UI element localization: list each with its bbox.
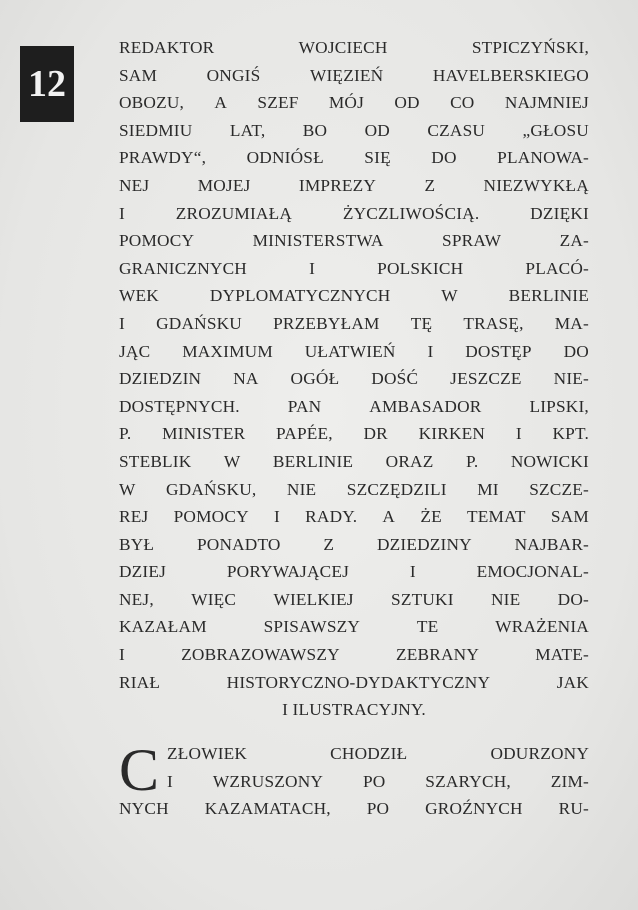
page-number: 12 <box>28 63 66 105</box>
paragraph-intro <box>119 34 589 724</box>
word: I <box>167 771 173 791</box>
word: OGÓŁ <box>290 369 340 389</box>
word: P. <box>119 424 132 444</box>
text-line <box>119 531 589 559</box>
word: I <box>119 313 125 333</box>
text-line <box>119 255 589 283</box>
word: SIEDMIU <box>119 120 193 140</box>
text-line <box>119 117 589 145</box>
word: I <box>273 507 280 527</box>
word: DZIEJ <box>119 562 167 582</box>
word: WIELKIEJ <box>273 589 354 609</box>
word: WRAŻENIA <box>495 617 589 637</box>
word: BERLINIE <box>508 286 589 306</box>
word: SPRAW <box>442 231 502 251</box>
word: BERLINIE <box>272 451 354 471</box>
word: DOŚĆ <box>371 369 419 389</box>
word: ZROZUMIAŁĄ <box>175 203 293 223</box>
word: MI <box>477 479 499 499</box>
text-line <box>119 282 589 310</box>
word: DO <box>563 341 589 361</box>
text-line <box>119 558 589 586</box>
word: DO <box>431 148 457 168</box>
word: GRANICZNYCH <box>119 258 247 278</box>
word: „GŁOSU <box>522 120 589 140</box>
word: SAM <box>119 65 158 85</box>
word: JAK <box>556 672 589 692</box>
word: GDAŃSKU <box>156 313 242 333</box>
word: PAN <box>287 396 322 416</box>
word: WIĘC <box>191 589 237 609</box>
word: REDAKTOR <box>119 38 215 57</box>
word: PRAWDY“, <box>119 148 207 168</box>
word: ODURZONY <box>490 744 589 763</box>
word: POMOCY <box>173 507 249 527</box>
word: LAT, <box>229 120 266 140</box>
word: DZIĘKI <box>530 203 589 223</box>
word: CZASU <box>427 120 486 140</box>
word: W <box>223 451 241 471</box>
word: KIRKEN <box>418 424 486 444</box>
word: NAJBAR- <box>514 534 589 554</box>
word: JESZCZE <box>450 369 522 389</box>
word: PONADTO <box>196 534 281 554</box>
word: NAJMNIEJ <box>504 93 589 113</box>
word: KAZAMATACH, <box>204 799 331 819</box>
word: RIAŁ <box>119 672 161 692</box>
word: GROŹNYCH <box>425 799 523 819</box>
word: NYCH <box>119 799 169 819</box>
text-line <box>119 144 589 172</box>
word: PAPÉE, <box>276 424 333 444</box>
word: RU- <box>558 799 589 819</box>
text-line <box>119 338 589 366</box>
word: PO <box>366 799 390 819</box>
paragraph-end-text: I ILUSTRACYJNY. <box>282 700 426 720</box>
word: MÓJ <box>328 93 365 113</box>
word: NEJ <box>119 175 150 195</box>
word: A <box>382 507 396 527</box>
word: BO <box>302 120 328 140</box>
text-line <box>119 62 589 90</box>
text-line-last <box>119 696 589 724</box>
word: DOSTĘPNYCH. <box>119 396 240 416</box>
word: WEK <box>119 286 159 306</box>
word: ZEBRANY <box>396 645 480 665</box>
word: POMOCY <box>119 231 195 251</box>
word: DYPLOMATYCZNYCH <box>209 286 391 306</box>
word: PLANOWA- <box>497 148 589 168</box>
text-line <box>119 420 589 448</box>
word: REJ <box>119 507 149 527</box>
word: AMBASADOR <box>369 396 482 416</box>
word: DZIEDZIN <box>119 369 202 389</box>
paragraph-chapter-start <box>119 737 589 823</box>
word: SZTUKI <box>391 589 454 609</box>
word: ŻE <box>420 507 442 527</box>
text-line <box>119 200 589 228</box>
word: EMOCJONAL- <box>476 562 589 582</box>
text-line <box>119 641 589 669</box>
word: P. <box>465 451 479 471</box>
text-line <box>119 172 589 200</box>
word: SIĘ <box>364 148 391 168</box>
word: NOWICKI <box>510 451 589 471</box>
word: NEJ, <box>119 589 154 609</box>
word: LIPSKI, <box>529 396 589 416</box>
word: SZARYCH, <box>425 771 511 791</box>
text-line <box>119 669 589 697</box>
word: UŁATWIEŃ <box>304 341 396 361</box>
text-line <box>119 476 589 504</box>
word: MA- <box>554 313 589 333</box>
word: TRASĘ, <box>463 313 524 333</box>
word: OD <box>394 93 420 113</box>
word: Z <box>424 175 436 195</box>
word: SZEF <box>257 93 299 113</box>
page-number-badge <box>20 46 74 122</box>
text-line <box>119 227 589 255</box>
word: I <box>515 424 522 444</box>
word: MOJEJ <box>197 175 251 195</box>
word: KPT. <box>552 424 589 444</box>
word: NIEZWYKŁĄ <box>483 175 589 195</box>
word: SPISAWSZY <box>263 617 361 637</box>
word: I <box>427 341 434 361</box>
word: I <box>119 645 125 665</box>
word: PORYWAJĄCEJ <box>226 562 350 582</box>
word: DO- <box>557 589 589 609</box>
text-line <box>119 613 589 641</box>
word: DOSTĘP <box>465 341 532 361</box>
word: IMPREZY <box>298 175 377 195</box>
word: KAZAŁAM <box>119 617 207 637</box>
word: HISTORYCZNO-DYDAKTYCZNY <box>226 672 491 692</box>
word: NA <box>233 369 259 389</box>
word: SAM <box>550 507 589 527</box>
word: ODNIÓSŁ <box>246 148 324 168</box>
word: DR <box>363 424 388 444</box>
text-line <box>119 448 589 476</box>
word: W <box>119 479 136 499</box>
word: ZOBRAZOWAWSZY <box>181 645 340 665</box>
word: CO <box>450 93 475 113</box>
word: SZCZE- <box>529 479 589 499</box>
word: WZRUSZONY <box>212 771 324 791</box>
word: TE <box>416 617 439 637</box>
word: MINISTER <box>162 424 246 444</box>
word: PO <box>362 771 386 791</box>
word: MINISTERSTWA <box>252 231 384 251</box>
text-line <box>119 393 589 421</box>
word: ZIM- <box>550 771 589 791</box>
word: Z <box>323 534 335 554</box>
word: RADY. <box>305 507 358 527</box>
word: GDAŃSKU, <box>166 479 257 499</box>
text-line <box>167 740 589 768</box>
word: A <box>214 93 228 113</box>
text-line <box>119 310 589 338</box>
text-line <box>119 503 589 531</box>
word: ORAZ <box>385 451 434 471</box>
word: NIE- <box>553 369 589 389</box>
word: CHODZIŁ <box>330 744 408 763</box>
text-line <box>119 34 589 62</box>
word: W <box>441 286 458 306</box>
text-line <box>119 365 589 393</box>
word: ŻYCZLIWOŚCIĄ. <box>342 203 480 223</box>
word: STPICZYŃSKI, <box>471 38 589 57</box>
word: TEMAT <box>467 507 526 527</box>
word: WIĘZIEŃ <box>309 65 384 85</box>
text-line <box>119 586 589 614</box>
text-line <box>119 89 589 117</box>
paragraph-chapter-lines <box>119 795 589 823</box>
word: I <box>309 258 316 278</box>
drop-cap-letter: C <box>119 737 160 803</box>
word: MAXIMUM <box>182 341 273 361</box>
word: SZCZĘDZILI <box>346 479 447 499</box>
word: I <box>409 562 416 582</box>
word: OBOZU, <box>119 93 185 113</box>
word: NIE <box>490 589 521 609</box>
word: MATE- <box>535 645 589 665</box>
word: I <box>119 203 125 223</box>
word: DZIEDZINY <box>376 534 472 554</box>
word: PRZEBYŁAM <box>273 313 380 333</box>
text-line <box>119 795 589 823</box>
word: OD <box>364 120 390 140</box>
word: JĄC <box>119 341 151 361</box>
word: HAVELBERSKIEGO <box>432 65 589 85</box>
word: BYŁ <box>119 534 155 554</box>
word: POLSKICH <box>377 258 464 278</box>
text-line <box>167 768 589 796</box>
word: ZA- <box>559 231 589 251</box>
word: ONGIŚ <box>206 65 261 85</box>
drop-cap-indented-lines <box>119 740 589 795</box>
word: ZŁOWIEK <box>167 744 248 763</box>
word: WOJCIECH <box>298 38 388 57</box>
word: NIE <box>286 479 317 499</box>
word: TĘ <box>410 313 433 333</box>
word: PLACÓ- <box>525 258 589 278</box>
word: STEBLIK <box>119 451 192 471</box>
